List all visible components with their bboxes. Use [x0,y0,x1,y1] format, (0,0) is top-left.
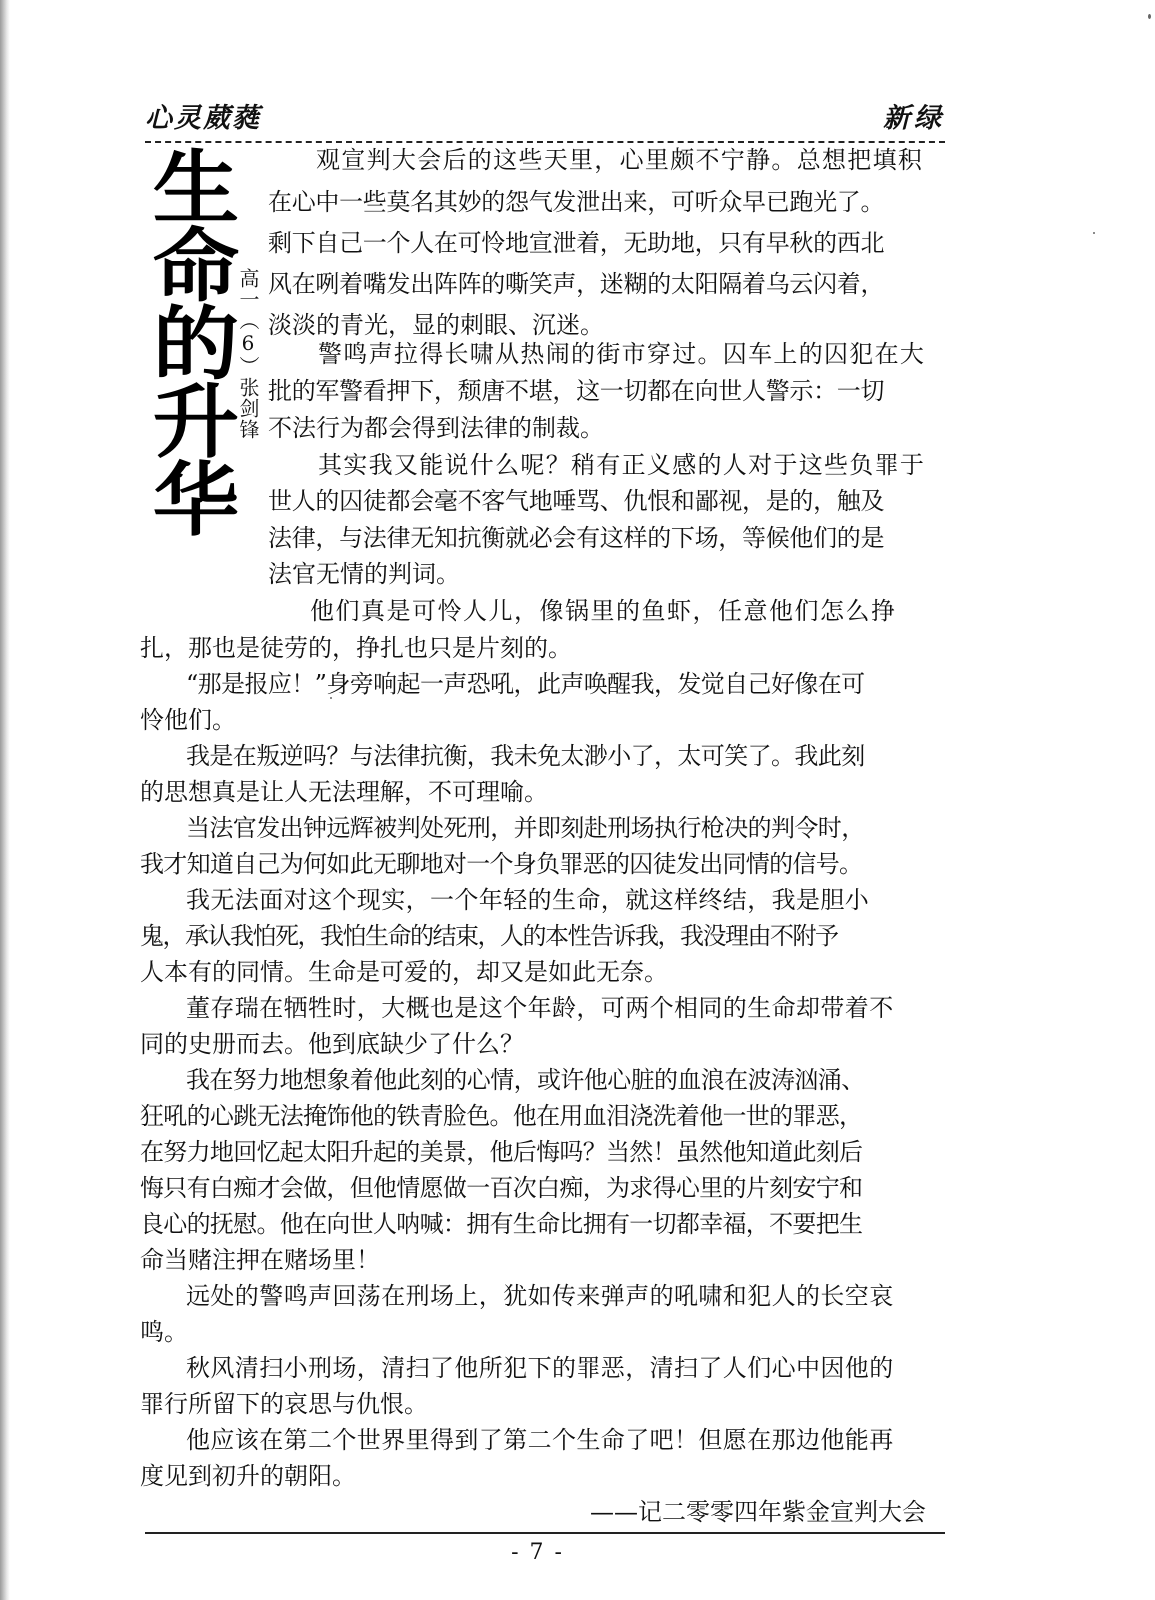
text-line: 观宣判大会后的这些天里，心里颇不宁静。总想把填积 [316,146,924,174]
text-line: 法律，与法律无知抗衡就必会有这样的下场，等候他们的是 [268,524,885,552]
text-line: 命当赌注押在赌场里！ [140,1246,380,1274]
text-line: 不法行为都会得到法律的制裁。 [268,414,604,442]
title-char: 生 [152,142,240,235]
text-line: 良心的抚慰。他在向世人呐喊：拥有生命比拥有一切都幸福，不要把生 [140,1210,863,1238]
text-line: 罪行所留下的哀思与仇恨。 [140,1390,428,1418]
text-line: 的思想真是让人无法理解，不可理喻。 [140,778,548,806]
text-line: 其实我又能说什么呢？稍有正义感的人对于这些负罪于 [318,451,926,479]
text-line: 鸣。 [140,1318,188,1346]
title-char: 命 [152,220,240,313]
scan-edge-shadow [0,0,10,1600]
text-line: 度见到初升的朝阳。 [140,1462,356,1490]
title-char: 升 [152,376,240,469]
text-line: 人本有的同情。生命是可爱的，却又是如此无奈。 [140,958,668,986]
text-line: 我才知道自己为何如此无聊地对一个身负罪恶的囚徒发出同情的信号。 [140,850,863,878]
text-line: 我无法面对这个现实，一个年轻的生命，就这样终结，我是胆小 [186,886,870,914]
text-line: 悔只有白痴才会做，但他情愿做一百次白痴，为求得心里的片刻安宁和 [140,1174,863,1202]
text-line: 剩下自己一个人在可怜地宣泄着，无助地，只有早秋的西北 [268,229,885,257]
text-line: 他应该在第二个世界里得到了第二个生命了吧！但愿在那边他能再 [186,1426,894,1454]
text-line: 秋风清扫小刑场，清扫了他所犯下的罪恶，清扫了人们心中因他的 [186,1354,894,1382]
text-line: 我在努力地想象着他此刻的心情，或许他心脏的血浪在波涛汹涌、 [186,1066,865,1094]
title-char: 华 [152,454,240,547]
text-line: 我是在叛逆吗？与法律抗衡，我未免太渺小了，太可笑了。我此刻 [186,742,865,770]
text-line: 淡淡的青光，显的刺眼、沉迷。 [268,311,604,339]
text-line: 当法官发出钟远辉被判处死刑，并即刻赴刑场执行枪决的判令时， [186,814,865,842]
text-line: 他们真是可怜人儿，像锅里的鱼虾，任意他们怎么挣 [310,597,897,625]
text-line: 鬼，承认我怕死，我怕生命的结束，人的本性告诉我，我没理由不附予 [140,922,838,950]
text-line: 在努力地回忆起太阳升起的美景，他后悔吗？当然！虽然他知道此刻后 [140,1138,863,1166]
text-line: “那是报应！”身旁响起一声恐吼，此声唤醒我，发觉自己好像在可 [186,670,865,698]
scan-speck [1148,14,1151,19]
text-line: 狂吼的心跳无法掩饰他的铁青脸色。他在用血泪浇洗着他一世的罪恶， [140,1102,863,1130]
page-header [145,96,945,136]
title-char: 的 [152,298,240,391]
text-line: 董存瑞在牺牲时，大概也是这个年龄，可两个相同的生命却带着不 [186,994,894,1022]
section-name: 心灵葳蕤 [145,103,261,134]
text-line: 远处的警鸣声回荡在刑场上，犹如传来弹声的吼啸和犯人的长空哀 [186,1282,894,1310]
text-line: 法官无情的判词。 [268,560,460,588]
text-line: 同的史册而去。他到底缺少了什么？ [140,1030,524,1058]
text-line: 怜他们。 [140,706,236,734]
author-byline: 高一（6）张剑锋 [236,268,260,440]
signature-line: ——记二零零四年紫金宣判大会 [590,1498,926,1526]
scan-speck [1093,232,1095,234]
text-line: 风在咧着嘴发出阵阵的嘶笑声，迷糊的太阳隔着乌云闪着， [268,270,885,298]
text-line: 世人的囚徒都会毫不客气地唾骂、仇恨和鄙视，是的，触及 [268,487,885,515]
text-line: 批的军警看押下，颓唐不堪，这一切都在向世人警示：一切 [268,377,885,405]
page-number: - 7 - [511,1540,564,1565]
text-line: 扎，那也是徒劳的，挣扎也只是片刻的。 [140,634,572,662]
column-name: 新绿 [883,103,945,134]
text-line: 在心中一些莫名其妙的怨气发泄出来，可听众早已跑光了。 [268,188,885,216]
article-title [148,142,244,547]
footer-divider [145,1532,945,1534]
text-line: 警鸣声拉得长啸从热闹的街市穿过。囚车上的囚犯在大 [318,340,926,368]
